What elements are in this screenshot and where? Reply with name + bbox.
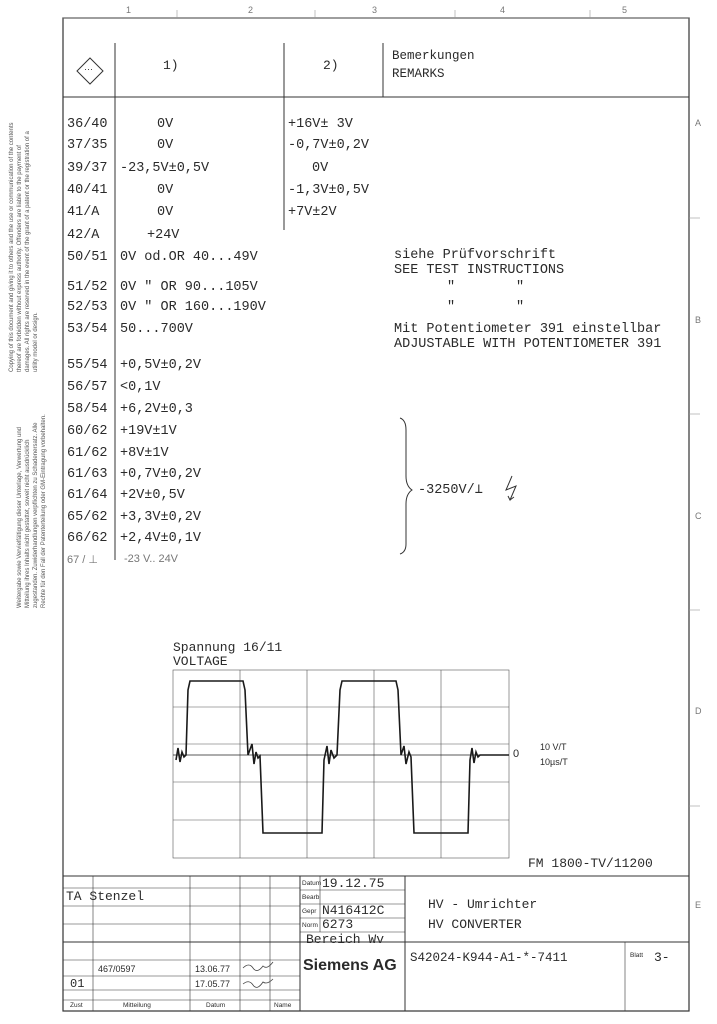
revision-date: 17.05.77 <box>195 979 231 989</box>
row-pin: 37/35 <box>67 138 108 153</box>
row-pin: 66/62 <box>67 531 108 546</box>
waveform-scale-v: 10 V/T <box>540 742 567 752</box>
row-value-1: -23,5V±0,5V <box>120 161 210 176</box>
company-name: Siemens AG <box>303 957 397 974</box>
ruler-right-a: A <box>695 118 702 128</box>
bearb-label: Bearb <box>302 894 320 901</box>
remark-potentiometer-en: ADJUSTABLE WITH POTENTIOMETER 391 <box>394 337 662 352</box>
row-value-1: +2,4V±0,1V <box>120 531 202 546</box>
remark-hv-value: -3250V/⊥ <box>418 483 483 498</box>
blatt-label: Blatt <box>630 952 644 959</box>
row-pin: 60/62 <box>67 424 108 439</box>
ruler-top-1: 1 <box>126 5 132 15</box>
row-pin: 52/53 <box>67 300 108 315</box>
row-value-1: 0V <box>157 183 174 198</box>
row-pin: 53/54 <box>67 322 108 337</box>
ruler-top-3: 3 <box>372 5 378 15</box>
row-value-1: -23 V.. 24V <box>124 553 179 565</box>
remark-test-de: siehe Prüfvorschrift <box>394 248 557 263</box>
row-pin: 41/A <box>67 205 100 220</box>
norm-label: Norm <box>302 922 318 929</box>
fm-number: FM 1800-TV/11200 <box>528 856 653 871</box>
ruler-top-5: 5 <box>622 5 628 15</box>
waveform-title-en: VOLTAGE <box>173 654 228 669</box>
datum-value: 19.12.75 <box>322 876 385 891</box>
gepr-label: Gepr <box>302 908 317 915</box>
row-pin: 61/62 <box>67 446 108 461</box>
signature-1 <box>243 962 273 971</box>
col-datum-label: Datum <box>206 1002 226 1009</box>
waveform-zero-label: 0 <box>513 748 520 760</box>
column-1-header: 1) <box>163 58 179 73</box>
row-pin: 36/40 <box>67 117 108 132</box>
row-value-1: 0V od.OR 40...49V <box>120 250 258 265</box>
row-value-1: 0V <box>157 117 174 132</box>
signature-2 <box>243 979 273 987</box>
remarks-header-de: Bemerkungen <box>392 49 475 63</box>
drawing-title-en: HV CONVERTER <box>428 917 522 932</box>
row-value-1: +0,5V±0,2V <box>120 358 202 373</box>
col-zust-label: Zust <box>70 1002 83 1009</box>
row-pin: 61/63 <box>67 467 108 482</box>
row-value-2: +16V± 3V <box>288 117 353 132</box>
column-2-header: 2) <box>323 58 339 73</box>
row-value-1: <0,1V <box>120 380 161 395</box>
revision-date-top: 13.06.77 <box>195 964 231 974</box>
ruler-top-2: 2 <box>248 5 254 15</box>
row-value-1: 0V " OR 90...105V <box>120 280 258 295</box>
ruler-right-e: E <box>695 900 702 910</box>
voltage-waveform <box>176 681 509 833</box>
row-value-2: +7V±2V <box>288 205 337 220</box>
norm-value: 6273 <box>322 917 354 932</box>
remark-ditto: " <box>447 280 456 295</box>
datum-label: Datum <box>302 880 322 887</box>
gepr-value: N416412C <box>322 903 385 918</box>
row-pin: 39/37 <box>67 161 108 176</box>
row-value-2: -1,3V±0,5V <box>288 183 370 198</box>
row-value-1: +19V±1V <box>120 424 177 439</box>
row-value-1: +3,3V±0,2V <box>120 510 202 525</box>
row-value-1: +6,2V±0,3 <box>120 402 193 417</box>
ruler-right-b: B <box>695 315 702 325</box>
remark-test-en: SEE TEST INSTRUCTIONS <box>394 263 565 278</box>
revision-index: 01 <box>70 977 85 991</box>
remarks-header-en: REMARKS <box>392 67 445 81</box>
remark-ditto: " <box>447 300 456 315</box>
remark-ditto: " <box>516 280 525 295</box>
ruler-right-c: C <box>695 511 702 521</box>
ruler-right-d: D <box>695 706 702 716</box>
document-number: S42024-K944-A1-*-7411 <box>410 951 568 965</box>
row-pin: 42/A <box>67 228 100 243</box>
row-value-1: 0V " OR 160...190V <box>120 300 266 315</box>
row-value-1: 50...700V <box>120 322 193 337</box>
row-value-1: 0V <box>157 205 174 220</box>
copyright-note-en: Copying of this document and giving it to others and the use or communication of the contents thereof are forbidden without express authority. Offenders are liable to the payment of damages. All rights are reserved in the event of the grant of a patent or the registration of a utility model or design. <box>9 122 39 372</box>
row-pin: 40/41 <box>67 183 108 198</box>
waveform-title-de: Spannung 16/11 <box>173 640 283 655</box>
revision-index-top: 467/0597 <box>98 964 136 974</box>
row-value-1: +8V±1V <box>120 446 169 461</box>
row-value-1: +2V±0,5V <box>120 488 185 503</box>
row-pin: 58/54 <box>67 402 108 417</box>
ruler-top-4: 4 <box>500 5 506 15</box>
remark-potentiometer-de: Mit Potentiometer 391 einstellbar <box>394 322 662 337</box>
row-pin: 56/57 <box>67 380 108 395</box>
row-pin: 55/54 <box>67 358 108 373</box>
row-value-1: +0,7V±0,2V <box>120 467 202 482</box>
col-name-label: Name <box>274 1002 292 1009</box>
row-pin: 65/62 <box>67 510 108 525</box>
bereich: Bereich Wv <box>306 932 385 947</box>
row-value-2: -0,7V±0,2V <box>288 138 370 153</box>
symbol-ellipsis: ··· <box>84 64 93 74</box>
row-pin: 50/51 <box>67 250 108 265</box>
copyright-note-de: Weitergabe sowie Vervielfältigung dieser Unterlage, Verwertung und Mitteilung ihres Inhalts nicht gestattet, soweit nicht ausdrücklich zugestanden. Zuwiderhandlungen verpflichten zu Schadenersatz. Alle Rechte für den Fall der Patenterteilung oder GM-Eintragung vorbehalten. <box>17 414 47 608</box>
col-mitteilung-label: Mitteilung <box>123 1002 151 1009</box>
remark-ditto: " <box>516 300 525 315</box>
author: TA Stenzel <box>66 889 145 904</box>
waveform-scale-t: 10µs/T <box>540 757 568 767</box>
row-value-1: 0V <box>157 138 174 153</box>
row-value-2: 0V <box>312 161 329 176</box>
row-pin: 67 / ⊥ <box>67 554 98 566</box>
drawing-title-de: HV - Umrichter <box>428 897 538 912</box>
row-pin: 61/64 <box>67 488 108 503</box>
row-value-1: +24V <box>147 228 180 243</box>
sheet-number: 3- <box>654 950 670 965</box>
row-pin: 51/52 <box>67 280 108 295</box>
